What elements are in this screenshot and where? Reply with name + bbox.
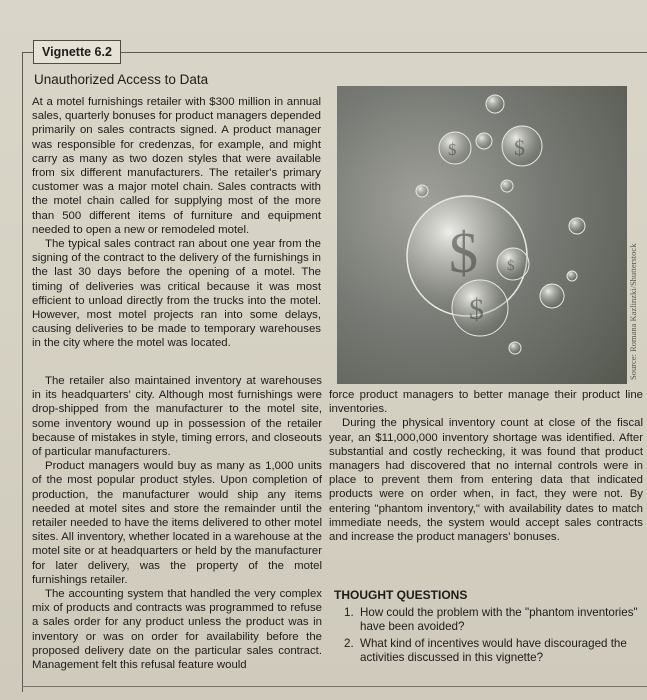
question-number: 2.	[344, 636, 354, 650]
bubble	[501, 180, 513, 192]
thought-questions-heading: THOUGHT QUESTIONS	[334, 588, 468, 602]
thought-questions-list	[344, 606, 642, 668]
bubble-illustration	[337, 86, 627, 384]
paragraph-5-continued: force product managers to better manage their product line inventories.	[329, 389, 643, 416]
dollar-sign-icon: $	[514, 135, 525, 160]
dollar-sign-icon: $	[469, 293, 484, 326]
bubble	[416, 185, 428, 197]
money-bubbles-photo	[337, 86, 627, 384]
question-item	[344, 606, 642, 635]
bubble	[476, 133, 492, 149]
bubble	[569, 218, 585, 234]
vignette-title: Unauthorized Access to Data	[34, 72, 209, 87]
right-column	[329, 388, 643, 544]
dollar-sign-icon: $	[448, 140, 457, 159]
dollar-sign-icon: $	[449, 220, 478, 285]
bubble	[567, 271, 577, 281]
photo-credit: Source: Romana Kazlinzki/Shutterstock	[628, 243, 638, 380]
bottom-rule	[22, 686, 647, 687]
paragraph-6: During the physical inventory count at close of the fiscal year, an $11,000,000 inventory shortage was identified. After substantial and costly rechecking, it was found that product managers had discovered that no internal controls were in place to prevent them from entering data that indicated products were on order when, in fact, they were not. By entering "phantom inventory," with availability dates to match immediate needs, the system would accept sales contracts and increase the product managers' bonuses.	[329, 417, 643, 544]
paragraph-5: The accounting system that handled the very complex mix of products and contracts was programmed to refuse a sales order for any product unless the product was in inventory or was on order for availability before the proposed delivery date on the particular sales contract. Management felt this refusal feature would	[32, 588, 322, 672]
paragraph-2: The typical sales contract ran about one year from the signing of the contract to the delivery of the furnishings in the last 30 days before the opening of a motel. The timing of deliveries was critical because it was most efficient to unload directly from the trucks into the motel. However, most motel projects ran into some delays, causing deliveries to be made to temporary warehouses in the city where the motel was located.	[32, 238, 321, 350]
question-text: What kind of incentives would have discouraged the activities discussed in this vignette?	[360, 636, 627, 665]
left-column-top	[32, 95, 321, 351]
paragraph-4: Product managers would buy as many as 1,000 units of the most popular product styles. Upon completion of production, the manufacturer would ship any items needed at motel sites and store the remainder until the retailer needed to have the items delivered to other motel sites. All inventory, whether located in a warehouse at the motel site or at headquarters or held by the manufacturer for later delivery, was the property of the motel furnishings retailer.	[32, 460, 322, 586]
bubble	[509, 342, 521, 354]
question-number: 1.	[344, 606, 354, 619]
dollar-sign-icon: $	[507, 258, 515, 274]
paragraph-1: At a motel furnishings retailer with $300 million in annual sales, quarterly bonuses for product managers depended primarily on sales contracts signed. A product manager was responsible for credenzas, for example, and might carry as many as two dozen styles that were available from six different manufacturers. The retailer's primary customer was a major motel chain. Sales contracts with the motel chain called for supplying most of the more than 500 different items of furniture and equipment needed to open a new or remodeled motel.	[32, 96, 321, 236]
paragraph-3: The retailer also maintained inventory at warehouses in its headquarters' city. Although most furnishings were drop-shipped from the manufacturer to the motel site, some inventory wound up in possession of the retailer because of mistakes in style, timing errors, and closeouts of particular manufacturers.	[32, 375, 322, 459]
question-item	[344, 637, 642, 666]
left-column-bottom	[32, 374, 322, 672]
question-text: How could the problem with the "phantom inventories" have been avoided?	[360, 606, 638, 634]
vignette-tag: Vignette 6.2	[33, 40, 121, 64]
left-rule	[22, 52, 23, 692]
bubble	[540, 284, 564, 308]
bubble	[486, 95, 504, 113]
